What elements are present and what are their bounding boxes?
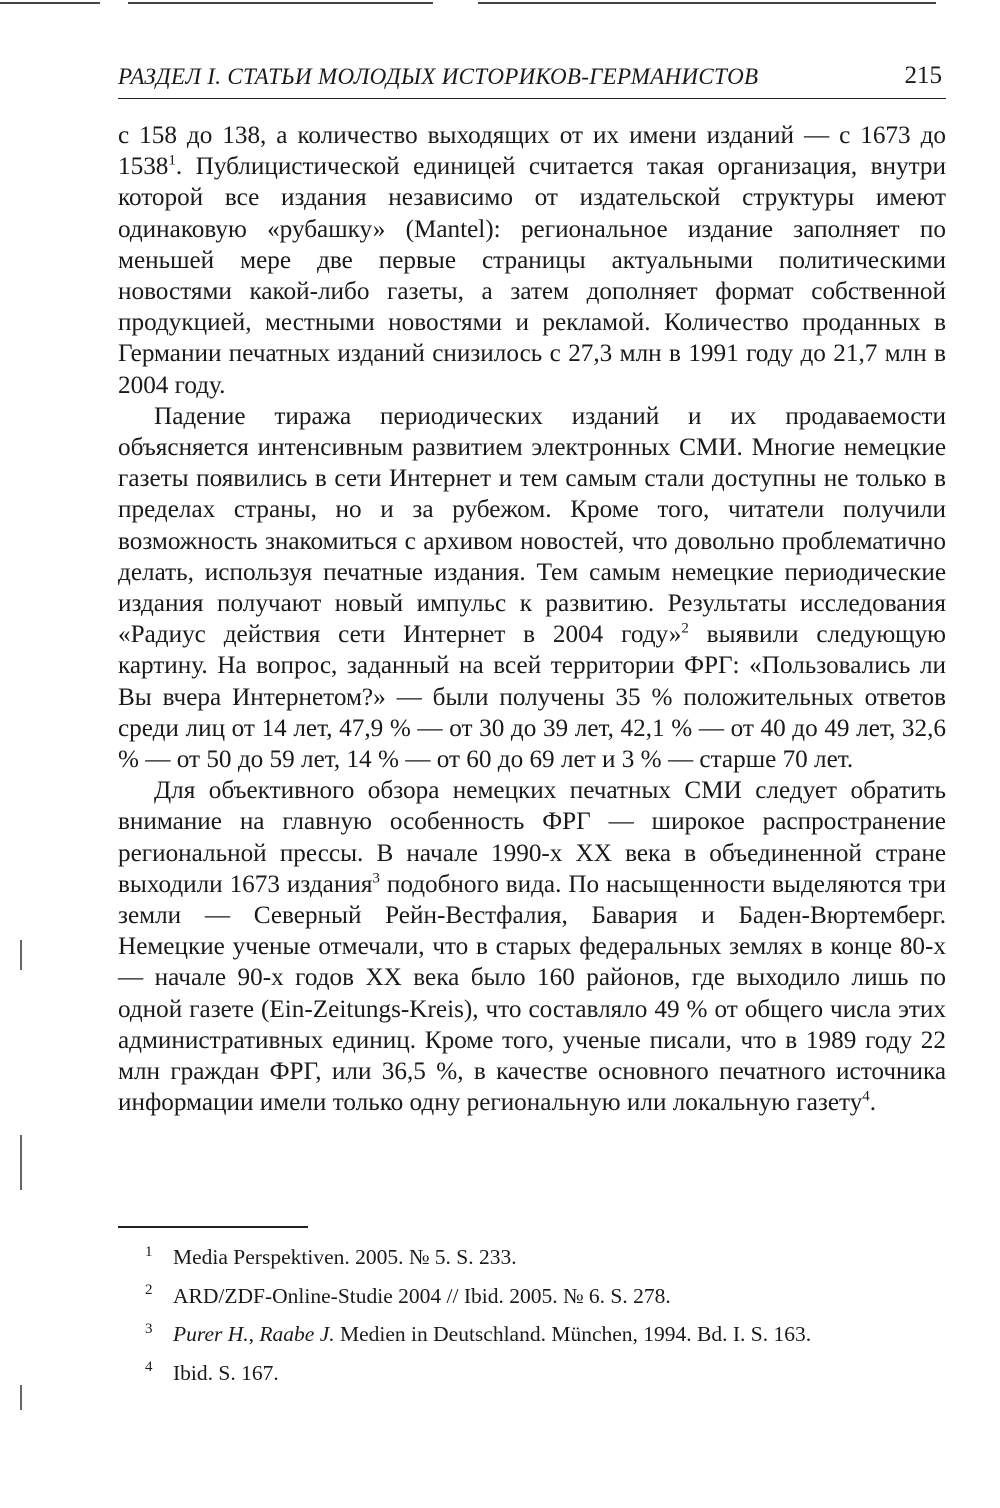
top-edge-rule xyxy=(0,0,1000,6)
footnote-author: Purer H., Raabe J. xyxy=(173,1322,335,1346)
paragraph xyxy=(118,775,946,1118)
page-number: 215 xyxy=(904,62,942,89)
text-run: Падение тиража периодических изданий и их продаваемости объясняется интенсивным развитием электронных СМИ. Многие немецкие газеты появились в сети Интернет и тем самым стали доступны не только в пределах страны, но и за рубежом. Кроме того, читатели получили возможность знакомиться с архивом новостей, что довольно проблематично делать, используя печатные издания. Тем самым немецкие периодические издания получают новый импульс к развитию. Результаты исследования «Радиус действия сети Интернет в 2004 году» xyxy=(118,402,946,649)
footnote-ref: 3 xyxy=(372,870,380,887)
text-run: . xyxy=(869,1089,877,1117)
page-header xyxy=(118,62,946,99)
footnote: 3 Purer H., Raabe J. Medien in Deutschland. München, 1994. Bd. I. S. 163. xyxy=(145,1320,812,1346)
scan-edge-mark xyxy=(20,940,22,970)
footnote-ref: 2 xyxy=(681,620,689,637)
footnote-text: Medien in Deutschland. München, 1994. Bd. I. S. 163. xyxy=(334,1322,812,1346)
text-run: Для объективного обзора немецких печатных СМИ следует обратить внимание на главную особенность ФРГ — широкое распространение региональной прессы. В начале 1990-х XX века в объединенной стране выходили 1673 издания xyxy=(118,777,946,898)
text-run: . Публицистической единицей считается такая организация, внутри которой все издания независимо от издательской структуры имеют одинаковую «рубашку» (Mantel): региональное издание заполняет по меньшей мере две первые страницы актуальными политическими новостями какой-либо газеты, а затем дополняет формат собственной продукцией, местными новостями и рекламой. Количество проданных в Германии печатных изданий снизилось с 27,3 млн в 1991 году до 21,7 млн в 2004 году. xyxy=(118,153,946,399)
footnote: 1 Media Perspektiven. 2005. № 5. S. 233. xyxy=(145,1243,517,1269)
footnote-text: Ibid. S. 167. xyxy=(173,1360,279,1385)
paragraph xyxy=(118,120,946,401)
footnote: 4 Ibid. S. 167. xyxy=(145,1359,279,1385)
text-run: подобного вида. По насыщенности выделяются три земли — Северный Рейн-Вестфалия, Бавария и Баден-Вюртемберг. Немецкие ученые отмечали, что в старых федеральных землях в конце 80-х — начале 90-х годов XX века было 160 районов, где выходило лишь по одной газете (Ein-Zeitungs-Kreis), что составляло 49 % от общего числа этих административных единиц. Кроме того, ученые писали, что в 1989 году 22 млн граждан ФРГ, или 36,5 %, в качестве основного печатного источника информации имели только одну региональную или локальную газету xyxy=(118,870,946,1117)
footnotes xyxy=(145,1238,945,1392)
footnote: 2 ARD/ZDF-Online-Studie 2004 // Ibid. 2005. № 6. S. 278. xyxy=(145,1282,671,1308)
footnote-text: Media Perspektiven. 2005. № 5. S. 233. xyxy=(173,1245,517,1269)
paragraph xyxy=(118,401,946,775)
scan-edge-mark xyxy=(20,1135,22,1190)
footnote-ref: 1 xyxy=(168,152,176,169)
body-text xyxy=(118,120,946,1119)
running-head: РАЗДЕЛ I. СТАТЬИ МОЛОДЫХ ИСТОРИКОВ-ГЕРМАНИСТОВ xyxy=(118,64,759,89)
text-run: выявили следующую картину. На вопрос, заданный на всей территории ФРГ: «Пользовались ли Вы вчера Интернетом?» — были получены 35 % положительных ответов среди лиц от 14 лет, 47,9 % — от 30 до 39 лет, 42,1 % — от 40 до 49 лет, 32,6 % — от 50 до 59 лет, 14 % — от 60 до 69 лет и 3 % — старше 70 лет. xyxy=(118,621,946,774)
footnote-text: ARD/ZDF-Online-Studie 2004 // Ibid. 2005. № 6. S. 278. xyxy=(173,1283,671,1308)
text-run: с 158 до 138, а количество выходящих от их имени изданий — с 1673 до 1538 xyxy=(118,122,946,181)
footnote-ref: 4 xyxy=(862,1088,870,1105)
scan-edge-mark xyxy=(20,1385,22,1410)
footnote-separator xyxy=(118,1226,308,1228)
